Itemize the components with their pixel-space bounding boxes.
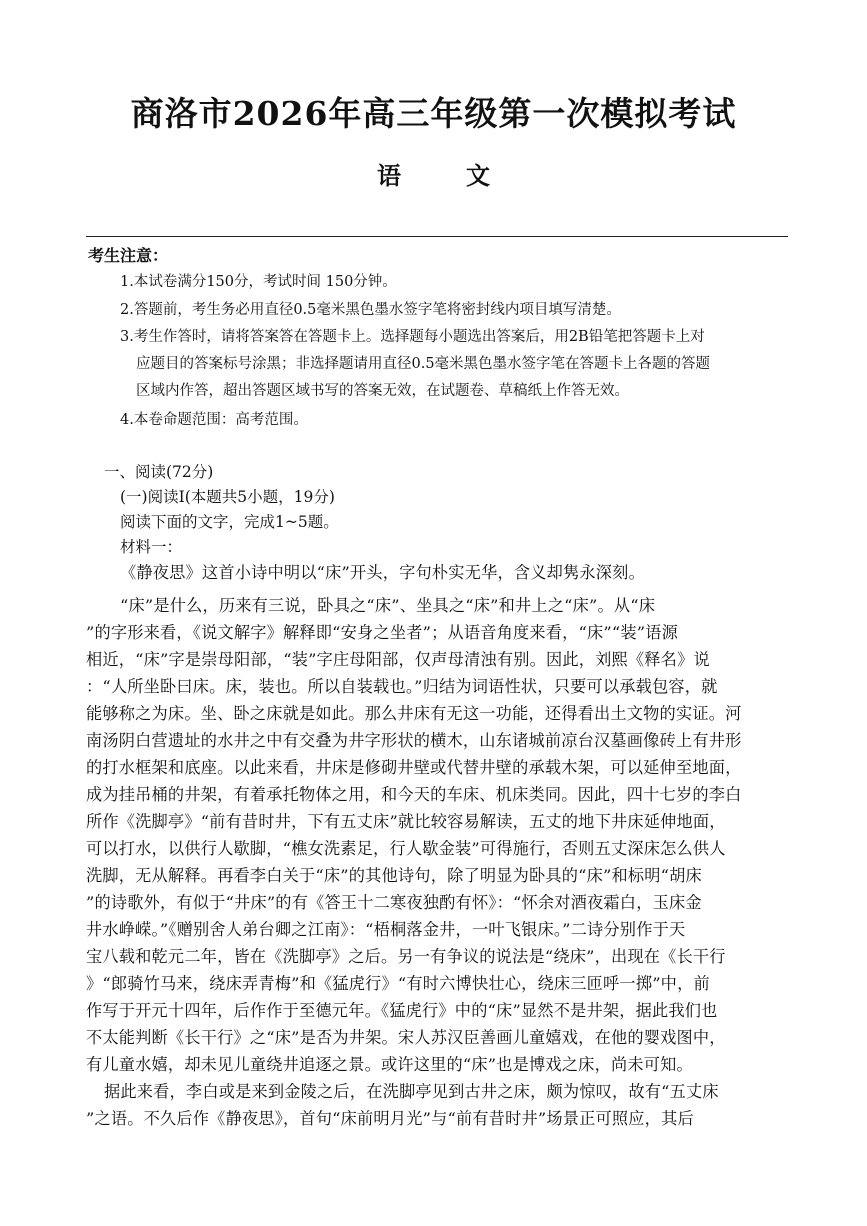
passage-line: 》“郎骑竹马来，绕床弄青梅”和《猛虎行》“有时六博快壮心，绕床三匝呼一掷”中，前 — [86, 974, 710, 993]
instruction-text: 阅读下面的文字，完成1~5题。 — [120, 513, 339, 531]
notice-item: 2.答题前，考生务必用直径0.5毫米黑色墨水签字笔将密封线内项目填写清楚。 — [120, 302, 621, 318]
passage-line: 南汤阴白营遗址的水井之中有交叠为井字形状的横木，山东诸城前凉台汉墓画像砖上有井形 — [86, 731, 742, 750]
passage-line: “床”是什么，历来有三说，卧具之“床”、坐具之“床”和井上之“床”。从“床 — [120, 596, 656, 615]
passage-line: ：“人所坐卧曰床。床，装也。所以自装载也。”归结为词语性状，只要可以承载包容，就 — [86, 677, 718, 696]
passage-line: 所作《洗脚亭》“前有昔时井，下有五丈床”就比较容易解读，五丈的地下井床延伸地面， — [86, 812, 726, 831]
passage-line: 能够称之为床。坐、卧之床就是如此。那么井床有无这一功能，还得看出土文物的实证。河 — [86, 704, 742, 723]
passage-line: ”的诗歌外，有似于“井床”的有《答王十二寒夜独酌有怀》：“怀余对酒夜霜白，玉床金 — [86, 893, 702, 912]
notice-item: 区域内作答，超出答题区域书写的答案无效，在试题卷、草稿纸上作答无效。 — [136, 383, 629, 399]
passage-line: 宝八载和乾元二年，皆在《洗脚亭》之后。另一有争议的说法是“绕床”，出现在《长干行 — [86, 947, 726, 966]
passage-line: 《静夜思》这首小诗中明以“床”开头，字句朴实无华，含义却隽永深刻。 — [120, 563, 645, 582]
passage-line: 作写于开元十四年，后作作于至德元年。《猛虎行》中的“床”显然不是井架，据此我们也 — [86, 1001, 718, 1020]
notice-item: 3.考生作答时，请将答案答在答题卡上。选择题每小题选出答案后，用2B铅笔把答题卡上对 — [120, 329, 705, 345]
passage-line: 洗脚，无从解释。再看李白关于“床”的其他诗句，除了明显为卧具的“床”和标明“胡床 — [86, 866, 702, 885]
exam-title: 商洛市2026年高三年级第一次模拟考试 — [130, 94, 737, 133]
header-divider — [86, 236, 788, 237]
passage-line: 的打水框架和底座。以此来看，井床是修砌井壁或代替井壁的承载木架，可以延伸至地面， — [86, 758, 742, 777]
material-label: 材料一： — [120, 538, 183, 556]
subject-char-1: 语 — [377, 161, 401, 190]
notice-heading: 考生注意： — [88, 246, 169, 265]
passage-line: 井水峥嵘。”《赠别舍人弟台卿之江南》：“梧桐落金井，一叶飞银床。”二诗分别作于天 — [86, 920, 686, 939]
part-title: 一、阅读(72分) — [104, 463, 214, 481]
passage-line: 有儿童水嬉，却未见儿童绕井追逐之景。或许这里的“床”也是博戏之床，尚未可知。 — [86, 1055, 693, 1074]
passage-line: ”之语。不久后作《静夜思》，首句“床前明月光”与“前有昔时井”场景正可照应，其后 — [86, 1109, 694, 1128]
passage-line: 成为挂吊桶的井架，有着承托物体之用，和今天的车床、机床类同。因此，四十七岁的李白 — [86, 785, 742, 804]
passage-line: 可以打水，以供行人歇脚，“樵女洗素足，行人歇金装”可得施行，否则五丈深床怎么供人 — [86, 839, 726, 858]
notice-item: 应题目的答案标号涂黑；非选择题请用直径0.5毫米黑色墨水签字笔在答题卡上各题的答题 — [136, 356, 711, 372]
passage-line: 据此来看，李白或是来到金陵之后，在洗脚亭见到古井之床，颇为惊叹，故有“五丈床 — [104, 1082, 719, 1101]
passage-line: ”的字形来看，《说文解字》解释即“安身之坐者”；从语音角度来看，“床”“装”语源 — [86, 623, 679, 642]
subsection-title: (一)阅读Ⅰ(本题共5小题，19分) — [120, 488, 335, 506]
subject-char-2: 文 — [466, 161, 490, 190]
notice-item: 1.本试卷满分150分，考试时间 150分钟。 — [120, 274, 397, 290]
notice-item: 4.本卷命题范围：高考范围。 — [120, 412, 308, 428]
passage-line: 不太能判断《长干行》之“床”是否为井架。宋人苏汉臣善画儿童嬉戏，在他的婴戏图中， — [86, 1028, 726, 1047]
passage-line: 相近，“床”字是崇母阳部，“装”字庄母阳部，仅声母清浊有别。因此，刘熙《释名》说 — [86, 650, 710, 669]
